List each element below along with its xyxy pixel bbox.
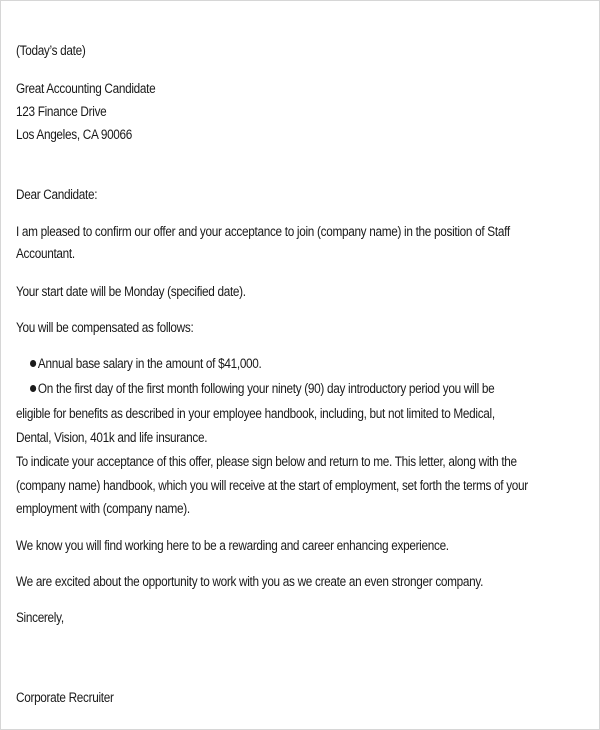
bullet-item-salary: [30, 352, 262, 375]
bullet-dot-icon: [30, 385, 36, 392]
paragraph-4-line-3: employment with (company name).: [16, 501, 190, 516]
recipient-street: 123 Finance Drive: [16, 104, 107, 119]
paragraph-2: Your start date will be Monday (specified date).: [16, 284, 246, 299]
paragraph-4-line-1: To indicate your acceptance of this offer, please sign below and return to me. This letter, along with the: [16, 454, 517, 469]
bullet-dot-icon: [30, 360, 36, 367]
bullet-item-benefits-line-2: eligible for benefits as described in your employee handbook, including, but not limited to Medical,: [16, 406, 495, 421]
paragraph-6: We are excited about the opportunity to work with you as we create an even stronger company.: [16, 574, 484, 589]
bullet-item-benefits: [30, 377, 494, 400]
paragraph-1-line-2: Accountant.: [16, 246, 75, 261]
date-line: (Today’s date): [16, 43, 86, 58]
recipient-city: Los Angeles, CA 90066: [16, 127, 133, 142]
recipient-name: Great Accounting Candidate: [16, 81, 156, 96]
signature-title: Corporate Recruiter: [16, 690, 114, 705]
paragraph-3: You will be compensated as follows:: [16, 320, 194, 335]
paragraph-1-line-1: I am pleased to confirm our offer and your acceptance to join (company name) in the position of Staff: [16, 224, 510, 239]
salutation: Dear Candidate:: [16, 187, 98, 202]
closing: Sincerely,: [16, 610, 64, 625]
bullet-item-benefits-line-1: On the first day of the first month following your ninety (90) day introductory period you will be: [37, 381, 495, 396]
paragraph-5: We know you will find working here to be a rewarding and career enhancing experience.: [16, 538, 449, 553]
bullet-item-benefits-line-3: Dental, Vision, 401k and life insurance.: [16, 430, 208, 445]
paragraph-4-line-2: (company name) handbook, which you will receive at the start of employment, set forth the terms of your: [16, 478, 528, 493]
bullet-item-salary-text: Annual base salary in the amount of $41,000.: [37, 356, 262, 371]
